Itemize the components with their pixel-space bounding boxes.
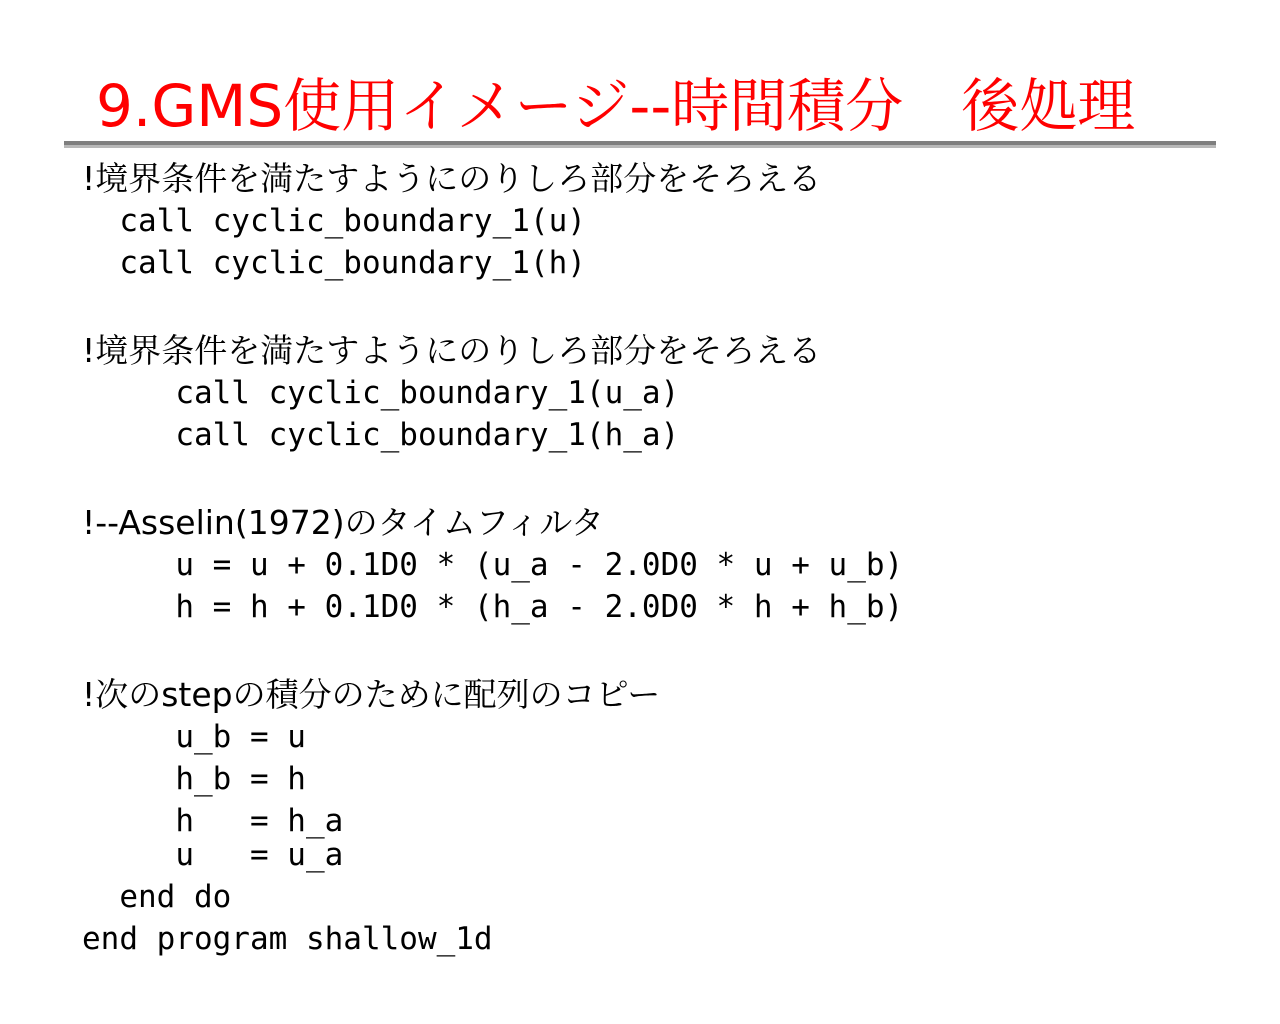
blank-line (82, 628, 1232, 674)
code-comment-time-filter: !--Asselin(1972)のタイムフィルタ (82, 503, 604, 542)
code-listing (82, 158, 1232, 960)
code-line: call cyclic_boundary_1(h_a) (82, 417, 680, 453)
code-comment-boundary-2: !境界条件を満たすようにのりしろ部分をそろえる (82, 331, 822, 370)
code-line: u = u_a (82, 837, 344, 873)
code-line-end-do: end do (82, 879, 232, 915)
code-line: call cyclic_boundary_1(u_a) (82, 375, 680, 411)
code-comment-boundary-1: !境界条件を満たすようにのりしろ部分をそろえる (82, 159, 822, 198)
slide-title: 9.GMS使用イメージ--時間積分 後処理 (96, 72, 1136, 140)
code-line-end-program: end program shallow_1d (82, 921, 493, 957)
blank-line (82, 284, 1232, 330)
code-line: h_b = h (82, 761, 306, 797)
code-line: u_b = u (82, 719, 306, 755)
blank-line (82, 456, 1232, 502)
code-comment-array-copy: !次のstepの積分のために配列のコピー (82, 675, 661, 714)
code-line: h = h + 0.1D0 * (h_a - 2.0D0 * h + h_b) (82, 589, 904, 625)
code-line: h = h_a (82, 803, 344, 839)
code-line: call cyclic_boundary_1(u) (82, 203, 586, 239)
title-underline (64, 141, 1216, 148)
code-line: u = u + 0.1D0 * (u_a - 2.0D0 * u + u_b) (82, 547, 904, 583)
code-line: call cyclic_boundary_1(h) (82, 245, 586, 281)
